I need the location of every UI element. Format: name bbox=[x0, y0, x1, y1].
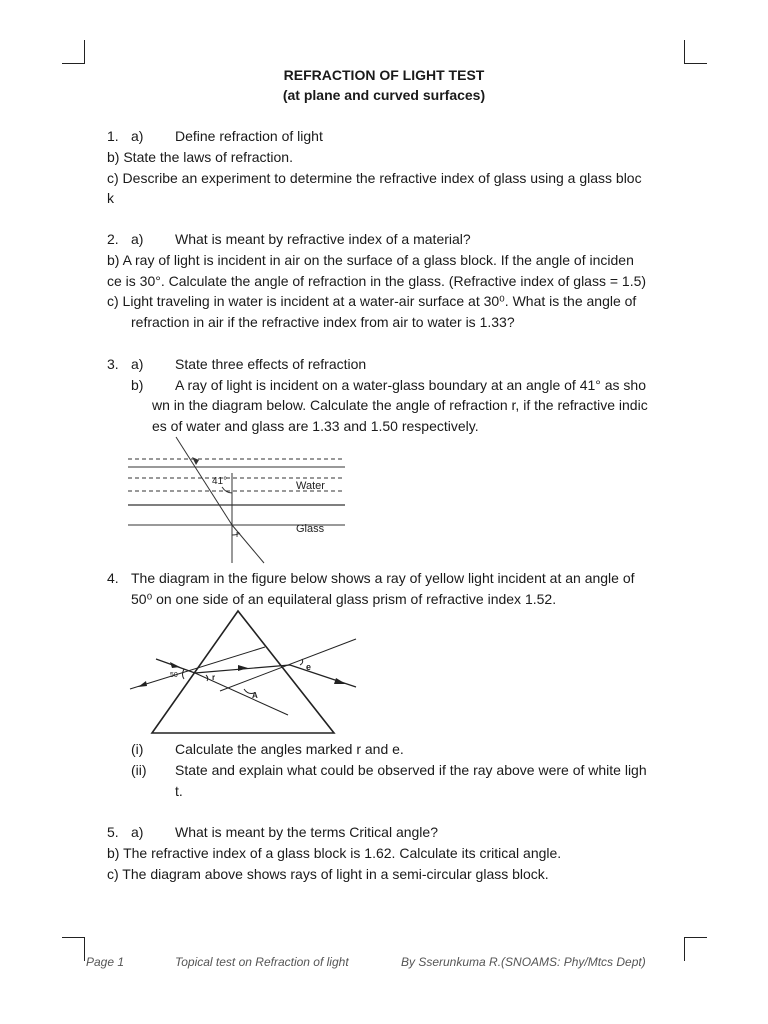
incident-ray-arrow bbox=[170, 662, 180, 668]
crop-mark-bottom-left-v bbox=[84, 937, 85, 961]
q5-c-text: c) The diagram above shows rays of light in a semi-circular glass block. bbox=[107, 866, 549, 882]
q4-number: 4. bbox=[107, 570, 119, 586]
q3-a-label: a) bbox=[131, 356, 144, 372]
prism-diagram bbox=[120, 605, 370, 737]
incident-angle-label: 50 bbox=[170, 672, 178, 679]
q3-a-text: State three effects of refraction bbox=[175, 356, 367, 372]
footer-page-number: Page 1 bbox=[86, 955, 125, 969]
crop-mark-bottom-right-h bbox=[684, 937, 707, 938]
q4-line2: 50⁰ on one side of an equilateral glass prism of refractive index 1.52. bbox=[131, 591, 557, 607]
normal-arrow bbox=[138, 681, 147, 687]
water-glass-diagram bbox=[120, 435, 350, 567]
footer-author: By Sserunkuma R.(SNOAMS: Phy/Mtcs Dept) bbox=[401, 955, 646, 969]
angle-r-label: r bbox=[212, 673, 216, 682]
refracted-ray-arrow bbox=[238, 665, 248, 671]
crop-mark-top-right-h bbox=[684, 63, 707, 64]
q4-i-text: Calculate the angles marked r and e. bbox=[175, 741, 404, 757]
equilateral-prism bbox=[152, 611, 334, 733]
q2-c-line2: refraction in air if the refractive index from air to water is 1.33? bbox=[131, 314, 515, 330]
q4-ii-continued: t. bbox=[175, 783, 183, 799]
q1-c-text: c) Describe an experiment to determine the refractive index of glass using a glass bloc bbox=[107, 170, 642, 186]
footer-topic: Topical test on Refraction of light bbox=[175, 955, 349, 969]
q3-b-line3: es of water and glass are 1.33 and 1.50 respectively. bbox=[152, 418, 479, 434]
test-title: REFRACTION OF LIGHT TEST bbox=[283, 67, 485, 83]
crop-mark-bottom-right-v bbox=[684, 937, 685, 961]
internal-normal-line bbox=[195, 673, 288, 715]
q2-a-label: a) bbox=[131, 231, 144, 247]
q4-ii-text: State and explain what could be observed if the ray above were of white ligh bbox=[175, 762, 647, 778]
q3-b-line1: A ray of light is incident on a water-glass boundary at an angle of 41° as sho bbox=[175, 377, 646, 393]
q3-b-label: b) bbox=[131, 377, 144, 393]
crop-mark-bottom-left-h bbox=[62, 937, 85, 938]
q3-number: 3. bbox=[107, 356, 119, 372]
q4-ii-label: (ii) bbox=[131, 762, 147, 778]
water-label: Water bbox=[296, 480, 325, 492]
q1-a-text: Define refraction of light bbox=[175, 128, 323, 144]
angle-r-label: r bbox=[236, 529, 239, 539]
crop-mark-top-right-v bbox=[684, 40, 685, 64]
angle-41-arc bbox=[222, 487, 232, 493]
emergent-ray bbox=[290, 665, 356, 687]
emergent-ray-arrow bbox=[334, 678, 346, 684]
q2-b-line1: b) A ray of light is incident in air on the surface of a glass block. If the angle of inciden bbox=[107, 252, 634, 268]
glass-label: Glass bbox=[296, 523, 325, 535]
q1-c-continued: k bbox=[107, 190, 114, 206]
q1-a-label: a) bbox=[131, 128, 144, 144]
q1-number: 1. bbox=[107, 128, 119, 144]
incident-angle-arc bbox=[183, 669, 185, 679]
angle-e-label: e bbox=[306, 662, 312, 672]
q4-line1: The diagram in the figure below shows a ray of yellow light incident at an angle of bbox=[131, 570, 635, 586]
angle-41-label: 41° bbox=[212, 476, 228, 487]
q4-i-label: (i) bbox=[131, 741, 144, 757]
q2-b-line2: ce is 30°. Calculate the angle of refraction in the glass. (Refractive index of glass = 1.5) bbox=[107, 273, 647, 289]
q5-a-text: What is meant by the terms Critical angle? bbox=[175, 824, 438, 840]
q5-b-text: b) The refractive index of a glass block is 1.62. Calculate its critical angle. bbox=[107, 845, 562, 861]
test-subtitle: (at plane and curved surfaces) bbox=[282, 87, 486, 103]
q2-c-line1: c) Light traveling in water is incident at a water-air surface at 30⁰. What is the angle of bbox=[107, 293, 637, 309]
q3-b-line2: wn in the diagram below. Calculate the angle of refraction r, if the refractive indic bbox=[152, 397, 648, 413]
q2-a-text: What is meant by refractive index of a material? bbox=[175, 231, 471, 247]
q5-a-label: a) bbox=[131, 824, 144, 840]
q2-number: 2. bbox=[107, 231, 119, 247]
crop-mark-top-left-h bbox=[62, 63, 85, 64]
q5-number: 5. bbox=[107, 824, 119, 840]
angle-A-label: A bbox=[252, 691, 258, 700]
crop-mark-top-left-v bbox=[84, 40, 85, 64]
q1-b-text: b) State the laws of refraction. bbox=[107, 149, 293, 165]
